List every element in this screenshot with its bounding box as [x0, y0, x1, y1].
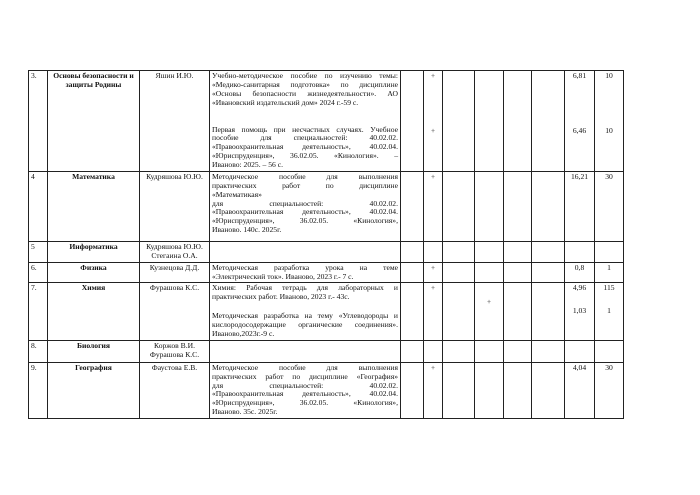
description-line: «Юриспруденция», 36.02.05. «Кинология»,	[212, 216, 398, 226]
empty-cell	[532, 340, 565, 362]
publication-description	[210, 340, 401, 362]
copies-count	[595, 340, 624, 362]
count: 10	[605, 125, 613, 135]
empty-cell	[532, 262, 565, 283]
empty-cell	[504, 71, 532, 172]
count: 30	[605, 171, 613, 181]
entry-spacer	[426, 81, 440, 127]
authors-cell	[140, 241, 210, 262]
mark-column-a	[424, 362, 443, 418]
volume-value	[565, 171, 595, 241]
author-name: Фурашова К.С.	[149, 283, 200, 293]
description-line: Учебно-методическое пособие по изучению темы:	[212, 71, 398, 80]
empty-cell	[532, 283, 565, 340]
description-line: «Юриспруденция», 36.02.05. «Кинология»,	[212, 398, 398, 408]
row-number: 6.	[29, 262, 48, 283]
empty-cell	[443, 71, 475, 172]
entry-spacer	[597, 293, 621, 307]
table-row	[29, 340, 658, 362]
authors-cell	[140, 171, 210, 241]
subject-name: Биология	[48, 340, 140, 362]
empty-cell	[443, 171, 475, 241]
copies-count	[595, 362, 624, 418]
description-line: Первая помощь при несчастных случаях. Учебное	[212, 124, 398, 134]
subject-name: Основы безопасности и защиты Родины	[48, 71, 140, 172]
table-row	[29, 241, 658, 262]
description-line: Иваново,2023г.-9 с.	[212, 328, 275, 338]
empty-cell	[504, 362, 532, 418]
empty-cell	[401, 283, 424, 340]
volume-value	[565, 362, 595, 418]
copies-count	[595, 283, 624, 340]
count: 30	[605, 362, 613, 372]
count: 1	[607, 262, 611, 272]
subject-name: Физика	[48, 262, 140, 283]
empty-cell	[443, 283, 475, 340]
entry-spacer	[477, 284, 501, 298]
count: 10	[605, 71, 613, 80]
empty-cell	[504, 241, 532, 262]
mark-column-b	[475, 340, 504, 362]
description-line: «Электрический ток». Иваново, 2023 г.- 7 с.	[212, 271, 354, 281]
description-line: для специальностей: 40.02.02.	[212, 380, 398, 390]
publications-table	[28, 70, 658, 419]
mark-a: +	[430, 71, 436, 80]
copies-count	[595, 262, 624, 283]
empty-cell	[401, 171, 424, 241]
table-row	[29, 262, 658, 283]
volume: 0,8	[574, 262, 585, 272]
description-line: «Правоохранительная деятельность», 40.02.04.	[212, 389, 398, 399]
author-name: Кудряшова Ю.Ю.	[146, 241, 203, 251]
mark-column-a	[424, 262, 443, 283]
mark-a: +	[430, 125, 436, 135]
row-number: 9.	[29, 362, 48, 418]
subject-name: Математика	[48, 171, 140, 241]
empty-cell	[401, 241, 424, 262]
volume-value	[565, 71, 595, 172]
row-number: 5	[29, 241, 48, 262]
volume: 4,96	[572, 283, 587, 293]
volume: 16,21	[570, 171, 589, 181]
author-name: Яшин И.Ю.	[155, 71, 194, 80]
mark-column-a	[424, 171, 443, 241]
description-line: Методическое пособие для выполнения	[212, 362, 398, 372]
empty-cell	[401, 340, 424, 362]
publication-description	[210, 283, 401, 340]
volume: 6,46	[572, 125, 587, 135]
mark-column-b	[475, 362, 504, 418]
subject-name: Информатика	[48, 241, 140, 262]
volume-value	[565, 283, 595, 340]
empty-cell	[443, 262, 475, 283]
mark-column-b	[475, 71, 504, 172]
description-line: практических работ по дисциплине	[212, 180, 398, 190]
mark-column-b	[475, 171, 504, 241]
description-line: «Ивановский издательский дом» 2024 г.-59 с.	[212, 97, 359, 107]
copies-count	[595, 241, 624, 262]
empty-cell	[443, 340, 475, 362]
mark-column-b	[475, 262, 504, 283]
mark-a: +	[430, 362, 436, 372]
description-line: «Правоохранительная деятельность», 40.02.04.	[212, 142, 398, 152]
mark-column-b	[475, 241, 504, 262]
mark-a: +	[430, 283, 436, 293]
row-number: 8.	[29, 340, 48, 362]
description-line: «Медико-санитарная подготовка» по дисциплине	[212, 79, 398, 89]
description-line: пособие для специальностей: 40.02.02.	[212, 133, 398, 143]
description-line: Иваново. 35с. 2025г.	[212, 407, 278, 417]
empty-cell	[443, 241, 475, 262]
authors-cell	[140, 362, 210, 418]
mark-column-b	[475, 283, 504, 340]
mark-column-a	[424, 340, 443, 362]
authors-cell	[140, 283, 210, 340]
mark-column-a	[424, 71, 443, 172]
entry-spacer	[426, 293, 440, 307]
description-line: Методическая разработка урока на теме	[212, 262, 398, 272]
description-line: «Правоохранительная деятельность», 40.02.04.	[212, 207, 398, 217]
table-row	[29, 171, 658, 241]
description-line: Методическое пособие для выполнения	[212, 171, 398, 181]
copies-count	[595, 171, 624, 241]
description-line: Иваново: 2025. – 56 с.	[212, 160, 283, 169]
description-line: кислородосодержащие органические соединения».	[212, 320, 398, 329]
entry-spacer	[477, 72, 501, 118]
authors-cell	[140, 71, 210, 172]
entry-spacer	[597, 81, 621, 127]
empty-cell	[532, 71, 565, 172]
empty-cell	[504, 283, 532, 340]
mark-column-a	[424, 241, 443, 262]
volume: 6,81	[572, 71, 587, 80]
empty-cell	[504, 262, 532, 283]
author-name: Кудряшова Ю.Ю.	[146, 171, 203, 181]
publication-description	[210, 362, 401, 418]
mark-b: +	[486, 297, 492, 307]
empty-cell	[504, 340, 532, 362]
entry-spacer	[567, 81, 592, 127]
volume-value	[565, 340, 595, 362]
description-line: «Математикая»	[212, 189, 262, 199]
empty-cell	[443, 362, 475, 418]
description-line: Методическая разработка на тему «Углеводороды и	[212, 311, 398, 321]
entry-gap	[212, 108, 398, 126]
table-row	[29, 283, 658, 340]
volume: 1,03	[572, 306, 587, 316]
entry-spacer	[567, 293, 592, 307]
publication-description	[210, 71, 401, 172]
empty-cell	[504, 171, 532, 241]
subject-name: Химия	[48, 283, 140, 340]
volume-value	[565, 241, 595, 262]
empty-cell	[401, 262, 424, 283]
copies-count	[595, 71, 624, 172]
description-line: Химия: Рабочая тетрадь для лабораторных и	[212, 283, 398, 293]
description-line: практических работ. Иваново, 2023 г.- 43с.	[212, 292, 350, 302]
empty-cell	[532, 362, 565, 418]
table-row	[29, 71, 658, 172]
publication-description	[210, 171, 401, 241]
volume: 4,04	[572, 362, 587, 372]
row-number: 3.	[29, 71, 48, 172]
row-number: 7.	[29, 283, 48, 340]
publication-description	[210, 262, 401, 283]
subject-name: География	[48, 362, 140, 418]
description-line: практических работ по дисциплине «География»	[212, 371, 398, 381]
empty-cell	[532, 171, 565, 241]
author-name: Кузнецова Д.Д.	[149, 262, 200, 272]
description-line: «Основы безопасности жизнедеятельности». АО	[212, 88, 398, 98]
description-line: «Юриспруденция», 36.02.05. «Кинология». –	[212, 151, 398, 161]
author-name: Коржов В.И.	[154, 340, 195, 350]
authors-cell	[140, 340, 210, 362]
count: 115	[603, 283, 615, 293]
description-line: Иваново. 140с. 2025г.	[212, 225, 282, 235]
mark-a: +	[430, 262, 436, 272]
volume-value	[565, 262, 595, 283]
count: 1	[607, 306, 611, 316]
row-number: 4	[29, 171, 48, 241]
empty-cell	[401, 71, 424, 172]
empty-cell	[532, 241, 565, 262]
author-name: Фурашова К.С.	[149, 349, 200, 359]
description-line: для специальностей: 40.02.02.	[212, 198, 398, 208]
authors-cell	[140, 262, 210, 283]
mark-a: +	[430, 171, 436, 181]
publication-description	[210, 241, 401, 262]
table-row	[29, 362, 658, 418]
empty-cell	[401, 362, 424, 418]
author-name: Стегаина О.А.	[151, 250, 198, 260]
author-name: Фаустова Е.В.	[151, 362, 198, 372]
mark-column-a	[424, 283, 443, 340]
